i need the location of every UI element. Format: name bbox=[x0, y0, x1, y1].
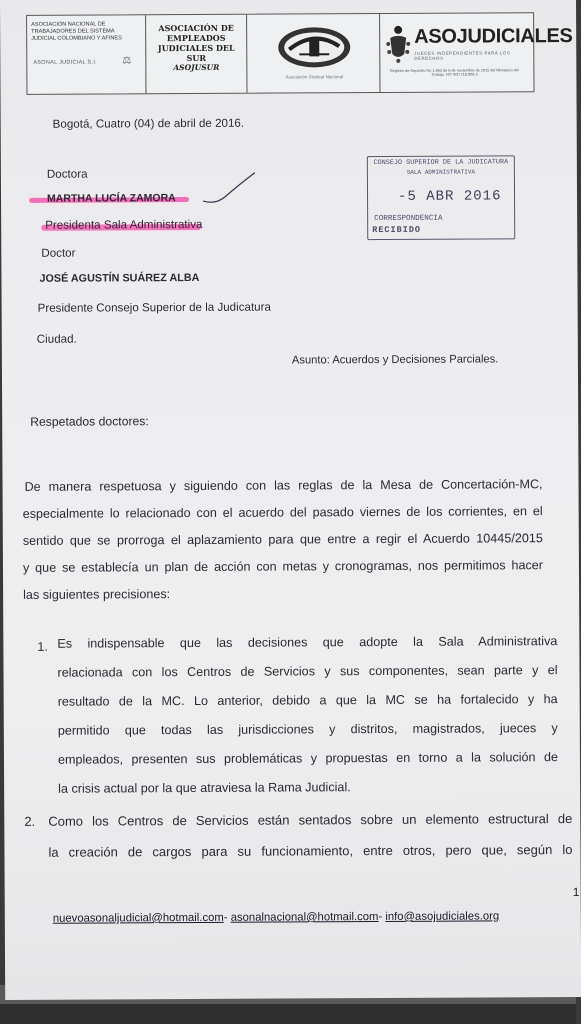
stamp-line-4: RECIBIDO bbox=[372, 224, 422, 236]
recipient-name-2: JOSÉ AGUSTÍN SUÁREZ ALBA bbox=[39, 271, 200, 285]
letterhead-asojudiciales bbox=[380, 13, 573, 92]
item-1-line: Es indispensable que las decisiones que adopte la Sala Administrativa bbox=[57, 634, 558, 651]
item-1-number: 1. bbox=[37, 639, 48, 654]
recipient-title-2: Presidente Consejo Superior de la Judicatura bbox=[37, 300, 271, 315]
asojudiciales-tagline: JUECES INDEPENDIENTES PARA LOS DERECHOS bbox=[414, 50, 511, 61]
footer-separator: - bbox=[223, 911, 231, 924]
intro-paragraph bbox=[22, 471, 543, 609]
subject-line: Asunto: Acuerdos y Decisiones Parciales. bbox=[291, 353, 499, 367]
intro-line: sentido que se prorroga el aplazamiento para que entre a regir el Acuerdo 10445/2015 bbox=[22, 531, 543, 548]
recipient-name-1: MARTHA LUCÍA ZAMORA bbox=[47, 192, 176, 205]
item-1-line: empleados, presenten sus problemáticas y propuestas en torno a la solución de bbox=[57, 750, 559, 767]
intro-line: De manera respetuosa y siguiendo con las reglas de la Mesa de Concertación-MC, bbox=[24, 477, 543, 494]
recipient-title-1: Presidenta Sala Administrativa bbox=[45, 217, 203, 232]
item-1-line: resultado de la MC. Lo anterior, debido a que la MC se ha fortalecido y ha bbox=[57, 692, 558, 709]
stamp-line-3: CORRESPONDENCIA bbox=[374, 214, 443, 224]
city-line: Ciudad. bbox=[36, 332, 77, 346]
page-number: 1 bbox=[572, 884, 580, 900]
stamp-line-2: SALA ADMINISTRATIVA bbox=[406, 168, 476, 176]
letterhead-asojusur bbox=[146, 15, 247, 94]
asonal-name: ASOCIACIÓN NACIONAL DE TRABAJADORES DEL SISTEMA JUDICIAL COLOMBIANO Y AFINES bbox=[31, 21, 122, 42]
asojusur-name: ASOCIACIÓN DE EMPLEADOS JUDICIALES DEL SUR ASOJUSUR bbox=[150, 23, 242, 73]
footer-email-3[interactable]: info@asojudiciales.org bbox=[385, 910, 500, 923]
reception-stamp bbox=[367, 155, 515, 240]
emblem-logo-icon bbox=[269, 24, 359, 70]
letterhead-asonal bbox=[27, 15, 146, 94]
asojudiciales-registration: Registro de Depósito No 1.863 de 6 de noviembre de 2015 del Ministerio del Trabajo. NIT 900.718.809-3 bbox=[389, 68, 519, 77]
stamp-line-1: CONSEJO SUPERIOR DE LA JUDICATURA bbox=[373, 158, 509, 168]
letter-date: Bogotá, Cuatro (04) de abril de 2016. bbox=[52, 116, 245, 131]
emblem-caption: Asociación Sindical Nacional bbox=[285, 74, 344, 80]
letterhead bbox=[26, 12, 573, 95]
item-2-number: 2. bbox=[24, 813, 36, 829]
letterhead-emblem bbox=[247, 14, 380, 93]
item-1-line: permitido que todas las jurisdicciones y distritos, magistrados, jueces y bbox=[57, 721, 558, 738]
footer-contacts bbox=[53, 910, 499, 924]
footer-email-2[interactable]: asonalnacional@hotmail.com bbox=[230, 911, 379, 924]
intro-line: especialmente lo relacionado con el acuerdo del pasado viernes de los corrientes, en el bbox=[22, 504, 543, 521]
asonal-sub: ASONAL JUDICIAL S.I. bbox=[33, 59, 98, 66]
item-1-line: la crisis actual por la que atraviesa la Rama Judicial. bbox=[58, 780, 351, 796]
item-1-paragraph bbox=[57, 627, 558, 804]
item-2-line: Como los Centros de Servicios están sentados sobre un elemento estructural de bbox=[48, 811, 573, 829]
intro-line: las siguientes precisiones: bbox=[23, 587, 171, 602]
item-2-paragraph bbox=[48, 803, 572, 868]
scales-icon: ⚖ bbox=[122, 55, 132, 67]
asojudiciales-logo-icon bbox=[384, 24, 412, 64]
salutation-doctor: Doctor bbox=[41, 246, 76, 260]
asojusur-abbr: ASOJUSUR bbox=[173, 62, 220, 73]
footer-separator: - bbox=[378, 910, 386, 924]
pen-check-mark bbox=[199, 171, 259, 207]
salutation-doctora: Doctora bbox=[46, 167, 88, 181]
footer-email-1[interactable]: nuevoasonaljudicial@hotmail.com bbox=[52, 911, 224, 925]
stamp-date: -5 ABR 2016 bbox=[397, 188, 502, 205]
background-edge bbox=[0, 1004, 576, 1024]
intro-line: y que se establecía un plan de acción con metas y cronogramas, nos permitimos hacer bbox=[22, 558, 544, 575]
item-2-line: la creación de cargos para su funcionamiento, entre otros, pero que, según lo bbox=[48, 842, 573, 860]
asojudiciales-brand: ASOJUDICIALES bbox=[414, 25, 573, 48]
greeting: Respetados doctores: bbox=[30, 414, 149, 429]
item-1-line: relacionada con los Centros de Servicios y sus componentes, sean parte y el bbox=[57, 663, 558, 680]
